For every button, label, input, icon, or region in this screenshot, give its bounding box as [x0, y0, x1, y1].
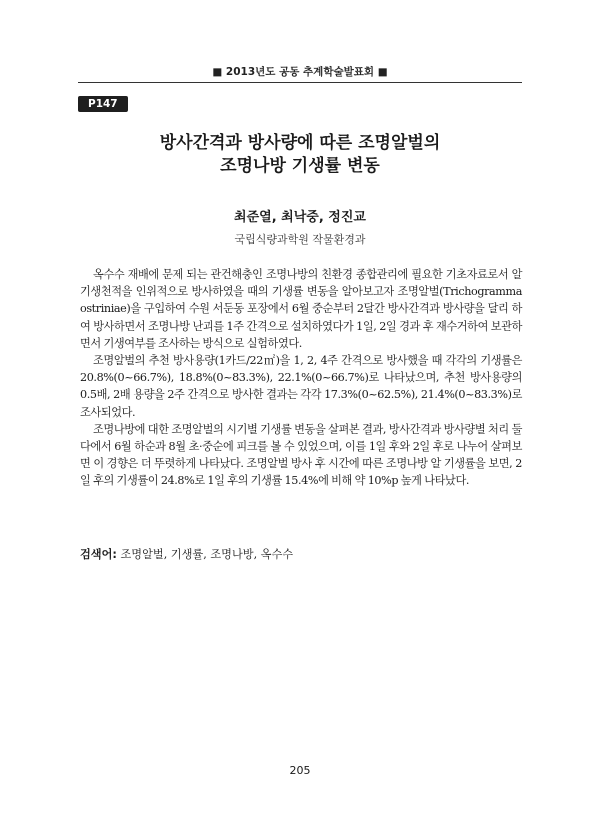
authors: 최준열, 최낙중, 정진교 [234, 210, 366, 225]
title-line-1: 방사간격과 방사량에 따른 조명알벌의 [159, 133, 441, 153]
paper-title [60, 132, 540, 178]
affiliation: 국립식량과학원 작물환경과 [234, 233, 366, 246]
abstract-paragraph: 조명알벌의 추천 방사용량(1카드/22㎡)을 1, 2, 4주 간격으로 방사했을 때 각각의 기생률은 20.8%(0~66.7%), 18.8%(0~83.3%), 22.1%(0~66.7%)로 나타났으며, 추천 방사용량의 0.5배, 2배 용량을 2주 간격으로 방사한 결과는 각각 17.3%(0~62.5%), 21.4%(0~83.3%)로 조사되었다. [80, 354, 522, 419]
keywords [80, 546, 522, 563]
keywords-value: 조명알벌, 기생률, 조명나방, 옥수수 [120, 548, 294, 561]
running-header: ■ 2013년도 공동 추계학술발표회 ■ [212, 66, 388, 78]
title-line-2: 조명나방 기생률 변동 [220, 156, 380, 176]
abstract [80, 266, 522, 490]
poster-number-badge: P147 [78, 96, 128, 112]
header-rule [78, 82, 522, 83]
keywords-label: 검색어: [80, 548, 117, 561]
page-number: 205 [289, 764, 311, 777]
abstract-paragraph: 조명나방에 대한 조명알벌의 시기별 기생률 변동을 살펴본 결과, 방사간격과 방사량별 처리 둘 다에서 6월 하순과 8월 초·중순에 피크를 볼 수 있었으며, 이를 1일 후와 2일 후로 나누어 살펴보면 이 경향은 더 뚜렷하게 나타났다. 조명알벌 방사 후 시간에 따른 조명나방 알 기생률을 보면, 2일 후의 기생률이 24.8%로 1일 후의 기생률 15.4%에 비해 약 10%p 높게 나타났다. [80, 422, 522, 488]
abstract-paragraph: 옥수수 재배에 문제 되는 관건해충인 조명나방의 친환경 종합관리에 필요한 기초자료로서 알기생천적을 인위적으로 방사하였을 때의 기생률 변동을 알아보고자 조명알벌(Trichogramma ostriniae)을 구입하여 수원 서둔동 포장에서 6월 중순부터 2달간 방사간격과 방사량을 달리 하여 방사하면서 조명나방 난괴를 1주 간격으로 설치하였다가 1일, 2일 경과 후 재수거하여 보관하면서 기생여부를 조사하는 방식으로 실험하였다. [80, 268, 522, 350]
